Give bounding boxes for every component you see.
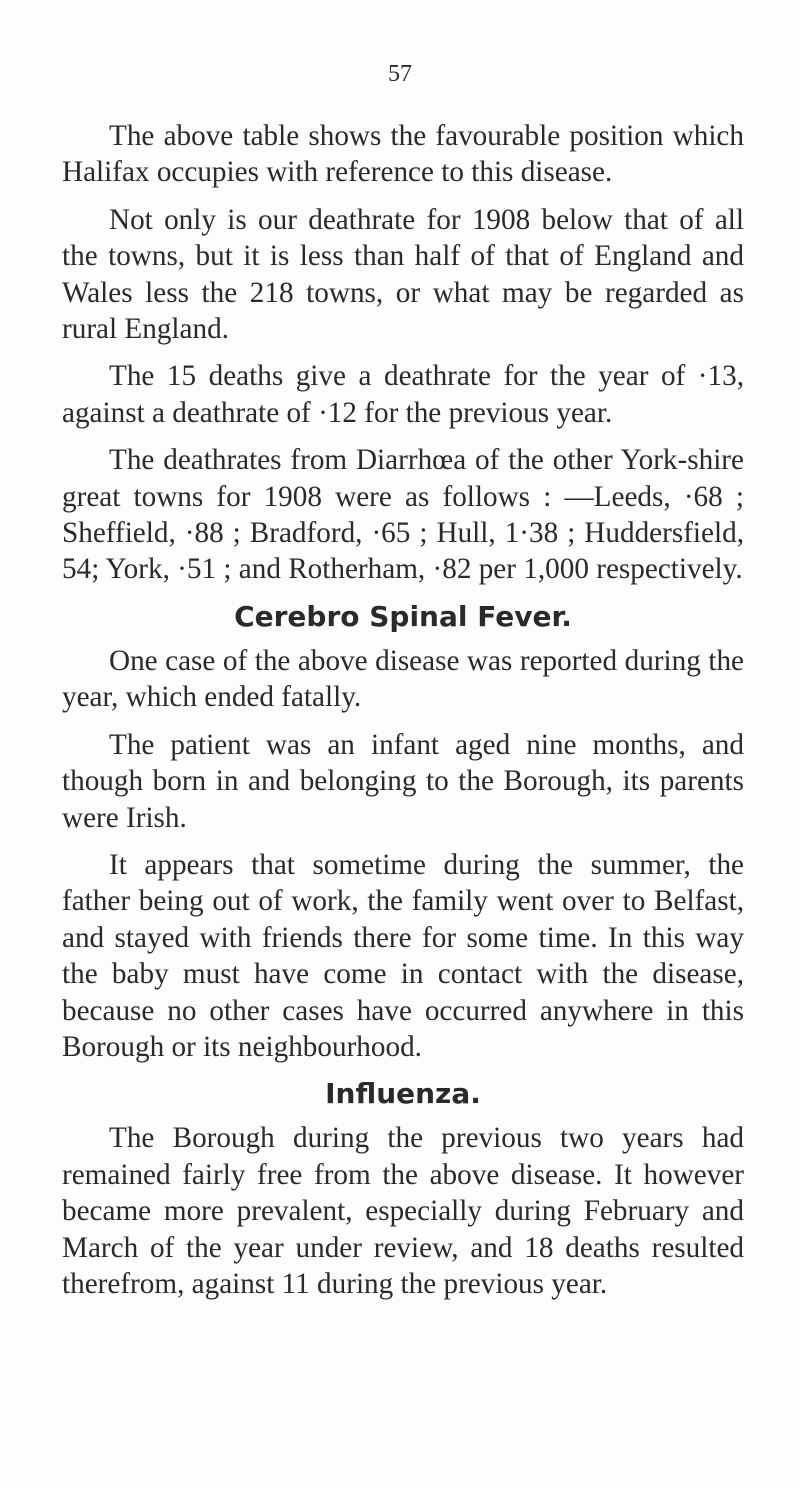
page-number: 57 <box>388 61 412 87</box>
paragraph-one-case: One case of the above disease was reported during the year, which ended fatally. <box>62 644 744 714</box>
paragraph-patient-infant: The patient was an infant aged nine months, and though born in and belonging to the Borough, its parents were Irish. <box>62 728 744 834</box>
body-text <box>62 118 744 1313</box>
section-heading-cerebro-spinal-fever: Cerebro Spinal Fever. <box>234 599 572 633</box>
paragraph-fifteen-deaths: The 15 deaths give a deathrate for the year of ·13, against a deathrate of ·12 for the previous year. <box>62 360 744 429</box>
paragraph-yorkshire-deathrates: The deathrates from Diarrhœa of the other York-shire great towns for 1908 were as follows : —Leeds, ·68 ; Sheffield, ·88 ; Bradford, ·65 ; Hull, 1·38 ; Huddersfield, 54; York, ·51 ; and Rotherham, ·82 per 1,000 respectively. <box>62 444 744 586</box>
paragraph-deathrate-comparison: Not only is our deathrate for 1908 below that of all the towns, but it is less than half of that of England and Wales less the 218 towns, or what may be regarded as rural England. <box>62 203 744 346</box>
paragraph-belfast-contact: It appears that sometime during the summer, the father being out of work, the family went over to Belfast, and stayed with friends there for some time. In this way the baby must have come in contact with the disease, because no other cases have occurred anywhere in this Borough or its neighbourhood. <box>62 848 744 1063</box>
paragraph-influenza-prevalence: The Borough during the previous two years had remained fairly free from the above disease. It however became more prevalent, especially during February and March of the year under review, and 18 deaths resulted therefrom, against 11 during the previous year. <box>62 1122 744 1300</box>
paragraph-halifax-position: The above table shows the favourable position which Halifax occupies with reference to this disease. <box>62 120 744 189</box>
section-heading-influenza: Influenza. <box>325 1077 481 1111</box>
